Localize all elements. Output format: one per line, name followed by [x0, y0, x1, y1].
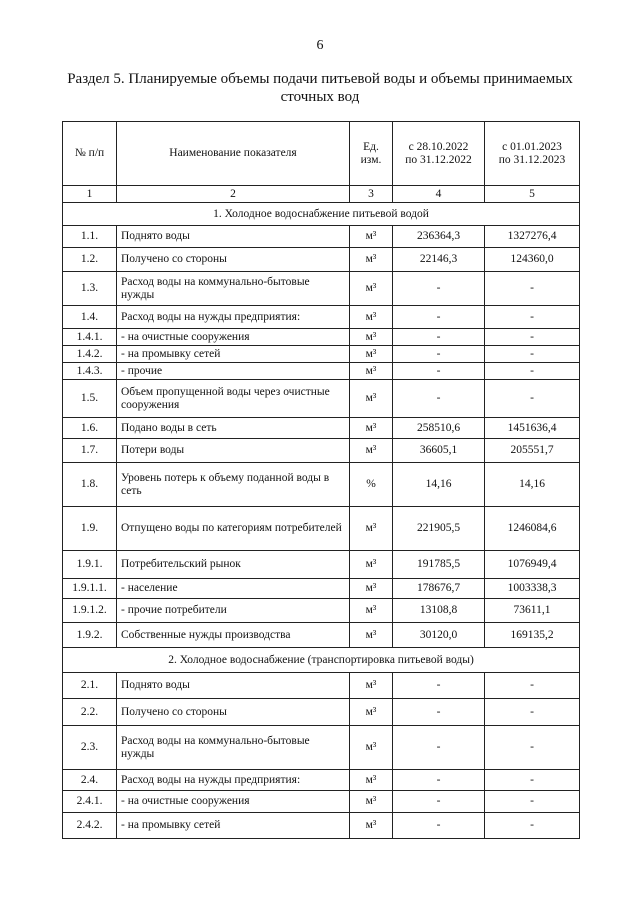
row-number: 1.4.1. [63, 329, 117, 346]
row-unit: м³ [350, 248, 393, 272]
row-value-period-2: 1246084,6 [485, 507, 580, 551]
table-row [63, 306, 580, 329]
row-value-period-1: - [393, 813, 485, 839]
header-period-1: с 28.10.2022 по 31.12.2022 [393, 122, 485, 186]
section-header: 1. Холодное водоснабжение питьевой водой [63, 203, 580, 226]
row-value-period-1: - [393, 306, 485, 329]
header-num: № п/п [63, 122, 117, 186]
row-number: 1.9.1. [63, 551, 117, 579]
row-name: Потери воды [117, 439, 350, 463]
row-value-period-1: - [393, 363, 485, 380]
table-row [63, 507, 580, 551]
row-number: 2.4. [63, 770, 117, 791]
row-name: - население [117, 579, 350, 599]
row-name: Поднято воды [117, 226, 350, 248]
page-number: 6 [316, 38, 324, 53]
row-value-period-2: - [485, 306, 580, 329]
row-name: Уровень потерь к объему поданной воды в сеть [117, 463, 350, 507]
table-row [63, 579, 580, 599]
row-number: 1.8. [63, 463, 117, 507]
row-name: Собственные нужды производства [117, 623, 350, 648]
row-value-period-2: - [485, 329, 580, 346]
row-number: 2.4.2. [63, 813, 117, 839]
row-value-period-2: 1327276,4 [485, 226, 580, 248]
row-unit: м³ [350, 579, 393, 599]
row-number: 1.9.2. [63, 623, 117, 648]
title-line-2: сточных вод [280, 89, 360, 105]
table-row [63, 463, 580, 507]
row-name: - на очистные сооружения [117, 329, 350, 346]
row-value-period-2: 169135,2 [485, 623, 580, 648]
table-row [63, 329, 580, 346]
row-unit: м³ [350, 699, 393, 726]
row-number: 1.1. [63, 226, 117, 248]
row-value-period-1: 30120,0 [393, 623, 485, 648]
row-unit: м³ [350, 346, 393, 363]
table-row [63, 248, 580, 272]
row-name: Поднято воды [117, 673, 350, 699]
row-name: - на промывку сетей [117, 813, 350, 839]
row-value-period-1: - [393, 272, 485, 306]
row-unit: м³ [350, 623, 393, 648]
index-row [63, 186, 580, 203]
table-row [63, 791, 580, 813]
row-name: - на промывку сетей [117, 346, 350, 363]
row-name: Получено со стороны [117, 699, 350, 726]
row-name: Расход воды на нужды предприятия: [117, 306, 350, 329]
row-value-period-2: - [485, 363, 580, 380]
header-unit: Ед. изм. [350, 122, 393, 186]
row-value-period-1: - [393, 380, 485, 418]
row-name: Потребительский рынок [117, 551, 350, 579]
row-value-period-1: - [393, 791, 485, 813]
row-value-period-2: 73611,1 [485, 599, 580, 623]
row-unit: % [350, 463, 393, 507]
row-number: 2.4.1. [63, 791, 117, 813]
table-row [63, 439, 580, 463]
row-value-period-1: 36605,1 [393, 439, 485, 463]
section-header-row [63, 648, 580, 673]
table-row [63, 363, 580, 380]
row-unit: м³ [350, 272, 393, 306]
table-row [63, 699, 580, 726]
section-header: 2. Холодное водоснабжение (транспортировка питьевой воды) [63, 648, 580, 673]
row-name: Подано воды в сеть [117, 418, 350, 439]
row-number: 1.5. [63, 380, 117, 418]
table-row [63, 623, 580, 648]
row-unit: м³ [350, 770, 393, 791]
table-row [63, 673, 580, 699]
row-value-period-1: 14,16 [393, 463, 485, 507]
row-unit: м³ [350, 813, 393, 839]
row-value-period-2: - [485, 726, 580, 770]
row-value-period-1: - [393, 726, 485, 770]
row-unit: м³ [350, 599, 393, 623]
row-unit: м³ [350, 418, 393, 439]
row-unit: м³ [350, 306, 393, 329]
table-row [63, 813, 580, 839]
row-name: - на очистные сооружения [117, 791, 350, 813]
row-unit: м³ [350, 226, 393, 248]
table-row [63, 272, 580, 306]
table-row [63, 770, 580, 791]
row-value-period-2: - [485, 699, 580, 726]
row-number: 1.3. [63, 272, 117, 306]
row-number: 1.4.3. [63, 363, 117, 380]
index-cell: 3 [350, 186, 393, 203]
row-number: 2.1. [63, 673, 117, 699]
header-row [63, 122, 580, 186]
row-value-period-1: 236364,3 [393, 226, 485, 248]
row-value-period-1: - [393, 346, 485, 363]
row-value-period-2: - [485, 813, 580, 839]
index-cell: 5 [485, 186, 580, 203]
table-row [63, 726, 580, 770]
table-row [63, 599, 580, 623]
row-number: 2.3. [63, 726, 117, 770]
row-value-period-2: 124360,0 [485, 248, 580, 272]
row-number: 1.4.2. [63, 346, 117, 363]
row-value-period-1: 258510,6 [393, 418, 485, 439]
row-value-period-2: - [485, 673, 580, 699]
row-name: - прочие [117, 363, 350, 380]
table-row [63, 380, 580, 418]
index-cell: 1 [63, 186, 117, 203]
row-unit: м³ [350, 507, 393, 551]
table-row [63, 551, 580, 579]
row-number: 1.9.1.2. [63, 599, 117, 623]
row-number: 1.9. [63, 507, 117, 551]
table-row [63, 418, 580, 439]
row-value-period-2: - [485, 791, 580, 813]
volumes-table [62, 121, 580, 839]
row-number: 1.6. [63, 418, 117, 439]
row-value-period-2: 14,16 [485, 463, 580, 507]
row-unit: м³ [350, 329, 393, 346]
row-unit: м³ [350, 791, 393, 813]
row-value-period-1: - [393, 673, 485, 699]
row-number: 2.2. [63, 699, 117, 726]
row-name: - прочие потребители [117, 599, 350, 623]
row-unit: м³ [350, 439, 393, 463]
row-unit: м³ [350, 363, 393, 380]
row-value-period-1: 22146,3 [393, 248, 485, 272]
row-number: 1.7. [63, 439, 117, 463]
row-number: 1.4. [63, 306, 117, 329]
row-value-period-1: - [393, 770, 485, 791]
row-value-period-2: 1076949,4 [485, 551, 580, 579]
index-cell: 4 [393, 186, 485, 203]
row-name: Отпущено воды по категориям потребителей [117, 507, 350, 551]
section-header-row [63, 203, 580, 226]
title-line-1: Раздел 5. Планируемые объемы подачи питьевой воды и объемы принимаемых [67, 71, 573, 87]
row-name: Расход воды на коммунально-бытовые нужды [117, 726, 350, 770]
row-name: Получено со стороны [117, 248, 350, 272]
row-name: Расход воды на коммунально-бытовые нужды [117, 272, 350, 306]
row-value-period-2: - [485, 770, 580, 791]
row-value-period-2: - [485, 380, 580, 418]
header-name: Наименование показателя [117, 122, 350, 186]
row-unit: м³ [350, 673, 393, 699]
row-value-period-1: 178676,7 [393, 579, 485, 599]
table-row [63, 226, 580, 248]
row-number: 1.9.1.1. [63, 579, 117, 599]
row-value-period-2: 205551,7 [485, 439, 580, 463]
row-unit: м³ [350, 380, 393, 418]
row-value-period-1: 191785,5 [393, 551, 485, 579]
row-value-period-1: - [393, 329, 485, 346]
row-value-period-1: 13108,8 [393, 599, 485, 623]
row-unit: м³ [350, 726, 393, 770]
section-title [40, 70, 600, 106]
row-value-period-2: 1003338,3 [485, 579, 580, 599]
row-value-period-2: - [485, 272, 580, 306]
row-value-period-1: 221905,5 [393, 507, 485, 551]
row-value-period-2: - [485, 346, 580, 363]
row-name: Расход воды на нужды предприятия: [117, 770, 350, 791]
row-name: Объем пропущенной воды через очистные сооружения [117, 380, 350, 418]
table-row [63, 346, 580, 363]
row-value-period-1: - [393, 699, 485, 726]
row-value-period-2: 1451636,4 [485, 418, 580, 439]
header-period-2: с 01.01.2023 по 31.12.2023 [485, 122, 580, 186]
row-number: 1.2. [63, 248, 117, 272]
index-cell: 2 [117, 186, 350, 203]
row-unit: м³ [350, 551, 393, 579]
